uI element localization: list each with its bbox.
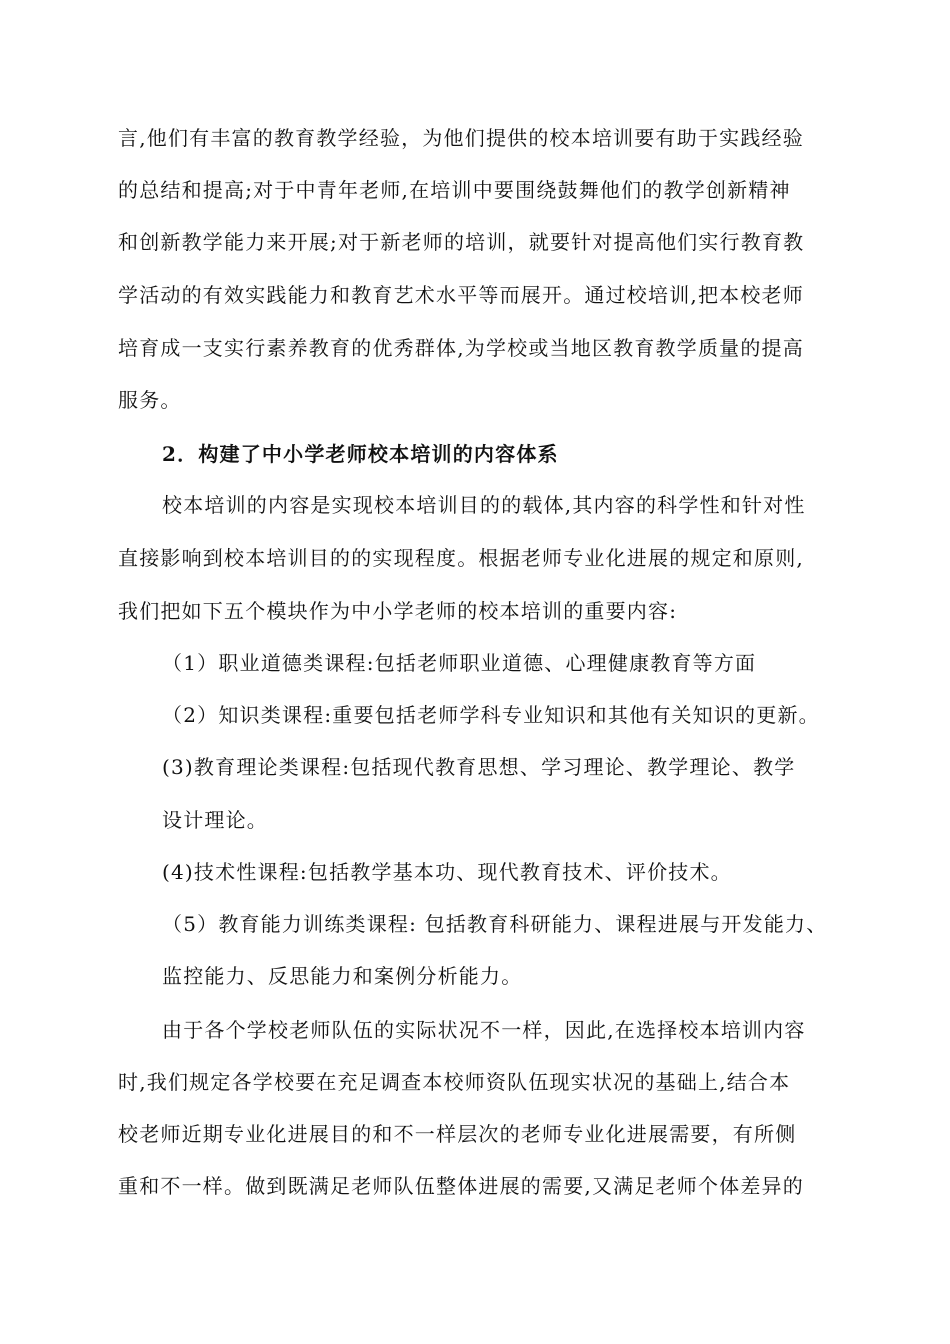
paragraph-line: 言,他们有丰富的教育教学经验，为他们提供的校本培训要有助于实践经验: [118, 126, 804, 150]
paragraph-line: 由于各个学校老师队伍的实际状况不一样，因此,在选择校本培训内容: [162, 1018, 806, 1042]
paragraph-line: 校本培训的内容是实现校本培训目的的载体,其内容的科学性和针对性: [162, 493, 806, 517]
list-item-continuation: 监控能力、反思能力和案例分析能力。: [162, 964, 523, 988]
section-heading: 2．构建了中小学老师校本培训的内容体系: [162, 442, 559, 466]
paragraph-line: 服务。: [118, 388, 182, 412]
list-item: (4)技术性课程:包括教学基本功、现代教育技术、评价技术。: [162, 860, 732, 884]
list-item: (3)教育理论类课程:包括现代教育思想、学习理论、教学理论、教学: [162, 755, 796, 779]
paragraph-line: 直接影响到校本培训目的的实现程度。根据老师专业化进展的规定和原则,: [118, 546, 804, 570]
paragraph-line: 我们把如下五个模块作为中小学老师的校本培训的重要内容:: [118, 599, 678, 623]
paragraph-line: 时,我们规定各学校要在充足调查本校师资队伍现实状况的基础上,结合本: [118, 1070, 791, 1094]
list-item: （2）知识类课程:重要包括老师学科专业知识和其他有关知识的更新。: [162, 703, 820, 727]
paragraph-line: 培育成一支实行素养教育的优秀群体,为学校或当地区教育教学质量的提高: [118, 336, 804, 360]
list-item: （5）教育能力训练类课程: 包括教育科研能力、课程进展与开发能力、: [162, 912, 828, 936]
paragraph-line: 的总结和提高;对于中青年老师,在培训中要围绕鼓舞他们的教学创新精神: [118, 178, 791, 202]
paragraph-line: 和创新教学能力来开展;对于新老师的培训，就要针对提高他们实行教育教: [118, 230, 805, 254]
list-item-continuation: 设计理论。: [162, 808, 268, 832]
paragraph-line: 重和不一样。做到既满足老师队伍整体进展的需要,又满足老师个体差异的: [118, 1174, 804, 1198]
list-item: （1）职业道德类课程:包括老师职业道德、心理健康教育等方面: [162, 651, 757, 675]
paragraph-line: 校老师近期专业化进展目的和不一样层次的老师专业化进展需要，有所侧: [118, 1122, 797, 1146]
paragraph-line: 学活动的有效实践能力和教育艺术水平等而展开。通过校培训,把本校老师: [118, 283, 804, 307]
